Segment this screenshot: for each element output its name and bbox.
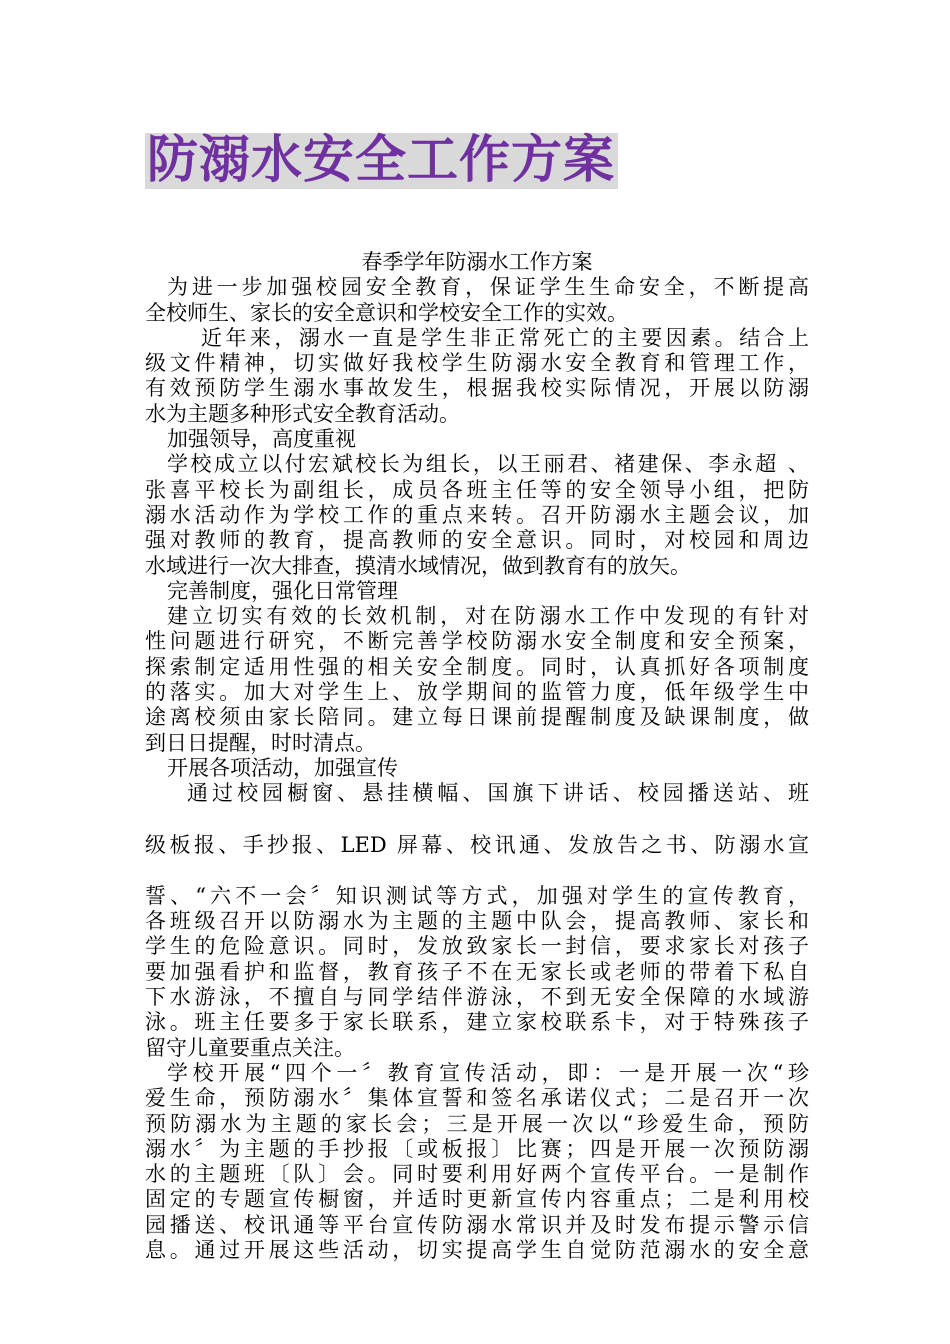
body-line: 息。通过开展这些活动，切实提高学生自觉防范溺水的安全意 [145,1237,809,1262]
body-line: 途离校须由家长陪同。建立每日课前提醒制度及缺课制度，做 [145,705,809,730]
document-body [145,250,809,1263]
body-line: 溺水〞为主题的手抄报〔或板报〕比赛；四是开展一次预防溺 [145,1136,809,1161]
body-line: 级板报、手抄报、LED 屏幕、校讯通、发放告之书、防溺水宣 [145,832,809,857]
body-line: 各班级召开以防溺水为主题的主题中队会，提高教师、家长和 [145,909,809,934]
body-line: 水的主题班〔队〕会。同时要利用好两个宣传平台。一是制作 [145,1162,809,1187]
body-line: 园播送、校讯通等平台宣传防溺水常识并及时发布提示警示信 [145,1212,809,1237]
body-line: 预防溺水为主题的家长会；三是开展一次以“珍爱生命，预防 [145,1111,809,1136]
body-line: 誓、“六不一会〞知识测试等方式，加强对学生的宣传教育， [145,883,809,908]
body-line: 学生的危险意识。同时，发放致家长一封信，要求家长对孩子 [145,934,809,959]
body-line: 的落实。加大对学生上、放学期间的监管力度，低年级学生中 [145,680,809,705]
body-line: 有效预防学生溺水事故发生，根据我校实际情况，开展以防溺 [145,376,809,401]
body-line: 留守儿童要重点关注。 [145,1035,355,1060]
document-title: 防溺水安全工作方案 [145,133,618,189]
body-line: 学校成立以付宏斌校长为组长，以王丽君、褚建保、李永超 、 [167,452,809,477]
body-line: 通过校园橱窗、悬挂横幅、国旗下讲话、校园播送站、班 [187,781,809,806]
document-subtitle: 春季学年防溺水工作方案 [361,250,593,274]
body-line: 近年来，溺水一直是学生非正常死亡的主要因素。结合上 [201,325,809,350]
body-line: 张喜平校长为副组长，成员各班主任等的安全领导小组，把防 [145,477,809,502]
body-line: 级文件精神，切实做好我校学生防溺水安全教育和管理工作， [145,351,809,376]
body-line: 下水游泳，不擅自与同学结伴游泳，不到无安全保障的水域游 [145,985,809,1010]
body-line: 爱生命，预防溺水〞集体宣誓和签名承诺仪式；二是召开一次 [145,1086,809,1111]
body-line: 泳。班主任要多于家长联系，建立家校联系卡，对于特殊孩子 [145,1010,809,1035]
body-line: 到日日提醒，时时清点。 [145,730,376,755]
body-line: 性问题进行研究，不断完善学校防溺水安全制度和安全预案， [145,629,809,654]
body-line: 强对教师的教育，提高教师的安全意识。同时，对校园和周边 [145,528,809,553]
body-line: 水域进行一次大排查，摸清水域情况，做到教育有的放矢。 [145,553,691,578]
body-line: 探索制定适用性强的相关安全制度。同时，认真抓好各项制度 [145,654,809,679]
body-line: 要加强看护和监督，教育孩子不在无家长或老师的带着下私自 [145,959,809,984]
section-heading: 加强领导，高度重视 [167,427,356,452]
body-line: 全校师生、家长的安全意识和学校安全工作的实效。 [145,300,628,325]
body-line: 固定的专题宣传橱窗，并适时更新宣传内容重点；二是利用校 [145,1187,809,1212]
body-line: 水为主题多种形式安全教育活动。 [145,401,460,426]
section-heading: 开展各项活动，加强宣传 [167,755,398,780]
section-heading: 完善制度，强化日常管理 [167,578,398,603]
body-line: 为进一步加强校园安全教育，保证学生生命安全，不断提高 [167,275,809,300]
body-line: 建立切实有效的长效机制，对在防溺水工作中发现的有针对 [167,604,809,629]
body-line: 学校开展“四个一〞教育宣传活动，即：一是开展一次“珍 [167,1060,809,1085]
body-line: 溺水活动作为学校工作的重点来转。召开防溺水主题会议，加 [145,502,809,527]
